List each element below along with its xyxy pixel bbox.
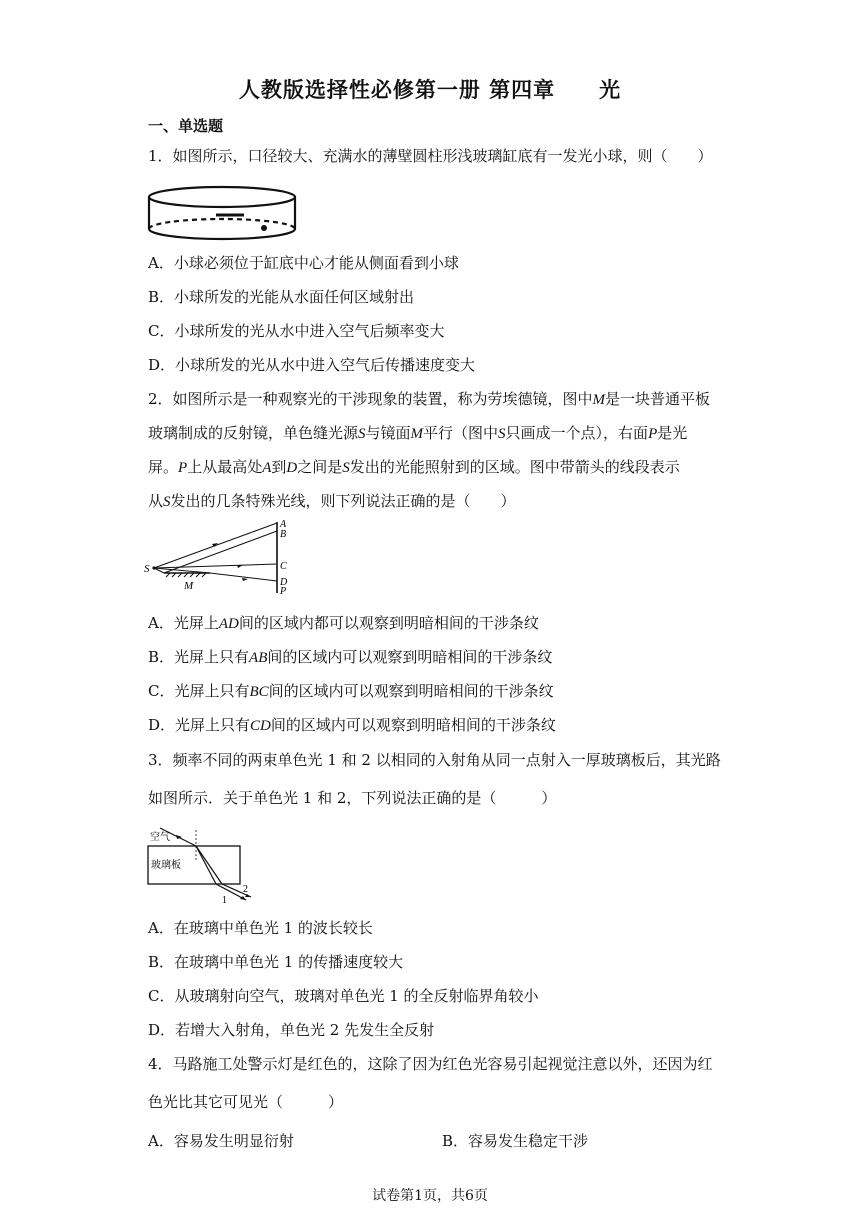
q1-option-a[interactable]: A．小球必须位于缸底中心才能从侧面看到小球	[148, 254, 459, 272]
q2-stem-line-3: 屏。P上从最高处A到D之间是S发出的光能照射到的区域。图中带箭头的线段表示	[148, 458, 680, 476]
label-s: S	[144, 563, 150, 575]
label-ray-2: 2	[243, 884, 248, 895]
q2-option-b[interactable]: B．光屏上只有AB间的区域内可以观察到明暗相间的干涉条纹	[148, 648, 553, 666]
q1-stem: 1．如图所示，口径较大、充满水的薄壁圆柱形浅玻璃缸底有一发光小球，则（ ）	[148, 147, 713, 165]
q3-option-b[interactable]: B．在玻璃中单色光 1 的传播速度较大	[148, 953, 404, 971]
q4-stem-line-1: 4．马路施工处警示灯是红色的，这除了因为红色光容易引起视觉注意以外，还因为红	[148, 1055, 713, 1073]
label-c: C	[280, 561, 287, 572]
q3-option-d[interactable]: D．若增大入射角，单色光 2 先发生全反射	[148, 1021, 435, 1039]
q4-option-a[interactable]: A．容易发生明显衍射	[148, 1132, 294, 1150]
label-b: B	[280, 529, 287, 540]
q2-option-c[interactable]: C．光屏上只有BC间的区域内可以观察到明暗相间的干涉条纹	[148, 682, 554, 700]
q1-figure-glass-tank	[146, 184, 298, 242]
q3-stem-line-1: 3．频率不同的两束单色光 1 和 2 以相同的入射角从同一点射入一厚玻璃板后，其光路	[148, 751, 721, 769]
page-footer: 试卷第1页，共6页	[372, 1188, 488, 1204]
q3-option-c[interactable]: C．从玻璃射向空气，玻璃对单色光 1 的全反射临界角较小	[148, 987, 539, 1005]
q1-option-d[interactable]: D．小球所发的光从水中进入空气后传播速度变大	[148, 356, 476, 374]
label-glass: 玻璃板	[151, 860, 181, 871]
q4-stem-line-2: 色光比其它可见光（ ）	[148, 1093, 344, 1111]
q2-stem-line-4: 从S发出的几条特殊光线，则下列说法正确的是（ ）	[148, 492, 516, 510]
q3-stem-line-2: 如图所示．关于单色光 1 和 2，下列说法正确的是（ ）	[148, 789, 557, 807]
q3-figure-glass-plate	[146, 826, 258, 904]
q2-option-a[interactable]: A．光屏上AD间的区域内都可以观察到明暗相间的干涉条纹	[148, 614, 539, 632]
label-m: M	[184, 580, 194, 592]
label-ray-1: 1	[222, 895, 227, 904]
q1-option-b[interactable]: B．小球所发的光能从水面任何区域射出	[148, 288, 415, 306]
q3-option-a[interactable]: A．在玻璃中单色光 1 的波长较长	[148, 919, 373, 937]
q2-stem-line-1: 2．如图所示是一种观察光的干涉现象的装置，称为劳埃德镜，图中M是一块普通平板	[148, 390, 711, 408]
q2-figure-lloyds-mirror	[142, 519, 294, 595]
label-d: D	[280, 577, 288, 588]
q1-option-c[interactable]: C．小球所发的光从水中进入空气后频率变大	[148, 322, 445, 340]
page-title: 人教版选择性必修第一册 第四章 光	[238, 78, 622, 102]
q2-stem-line-2: 玻璃制成的反射镜，单色缝光源S与镜面M平行（图中S只画成一个点），右面P是光	[148, 424, 688, 442]
q2-option-d[interactable]: D．光屏上只有CD间的区域内可以观察到明暗相间的干涉条纹	[148, 716, 556, 734]
label-a: A	[280, 519, 287, 530]
label-air: 空气	[150, 832, 170, 843]
q4-option-b[interactable]: B．容易发生稳定干涉	[442, 1132, 589, 1150]
label-p: P	[280, 586, 287, 595]
glowing-ball	[261, 225, 267, 231]
section-heading: 一、单选题	[148, 117, 224, 135]
